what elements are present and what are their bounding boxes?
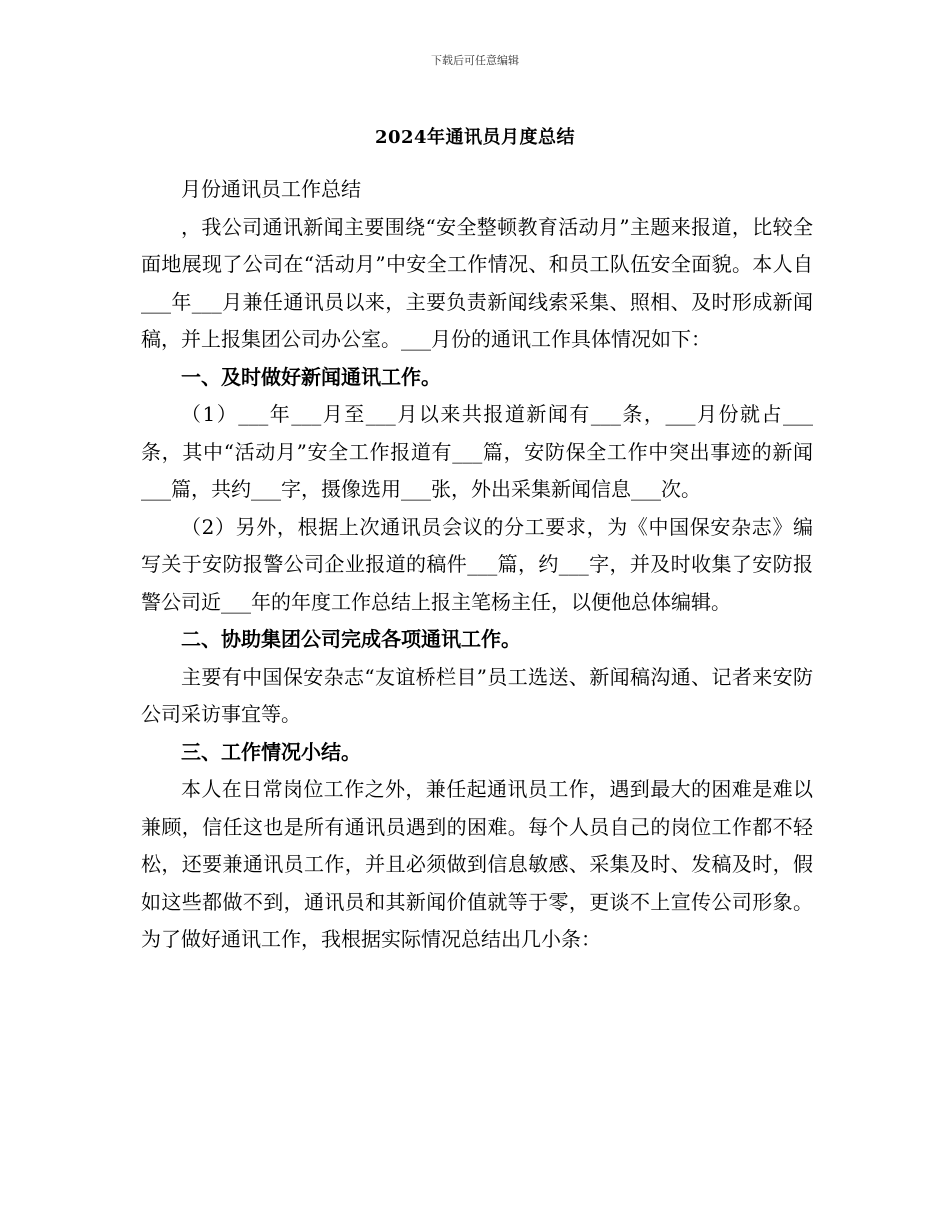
page-header: 下载后可任意编辑 <box>431 54 519 67</box>
section-heading-1: 一、及时做好新闻通讯工作。 <box>181 364 441 389</box>
paragraph-body-2: 主要有中国保安杂志“友谊桥栏目”员工选送、新闻稿沟通、记者来安防公司采访事宜等。 <box>141 664 813 726</box>
paragraph-subtitle: 月份通讯员工作总结 <box>181 177 361 201</box>
document-title: 2024年通讯员月度总结 <box>374 127 576 148</box>
paragraph-intro: ，我公司通讯新闻主要围绕“安全整顿教育活动月”主题来报道，比较全面地展现了公司在“活动月”中安全工作情况、和员工队伍安全面貌。本人自___年___月兼任通讯员以来，主要负责新闻线索采集、照相、及时形成新闻稿，并上报集团公司办公室。___月份的通讯工作具体情况如下： <box>141 214 813 351</box>
document-body <box>141 171 813 959</box>
paragraph-item-1: （1）___年___月至___月以来共报道新闻有___条，___月份就占___条，其中“活动月”安全工作报道有___篇，安防保全工作中突出事迹的新闻___篇，共约___字，摄像选用___张，外出采集新闻信息___次。 <box>141 402 813 501</box>
section-heading-3: 三、工作情况小结。 <box>181 739 361 764</box>
paragraph-item-2: （2）另外，根据上次通讯员会议的分工要求，为《中国保安杂志》编写关于安防报警公司企业报道的稿件___篇，约___字，并及时收集了安防报警公司近___年的年度工作总结上报主笔杨主任，以便他总体编辑。 <box>141 514 813 614</box>
paragraph-body-3: 本人在日常岗位工作之外，兼任起通讯员工作，遇到最大的困难是难以兼顾，信任这也是所有通讯员遇到的困难。每个人员自己的岗位工作都不轻松，还要兼通讯员工作，并且必须做到信息敏感、采集及时、发稿及时，假如这些都做不到，通讯员和其新闻价值就等于零，更谈不上宣传公司形象。为了做好通讯工作，我根据实际情况总结出几小条： <box>141 777 813 951</box>
section-heading-2: 二、协助集团公司完成各项通讯工作。 <box>181 627 521 651</box>
